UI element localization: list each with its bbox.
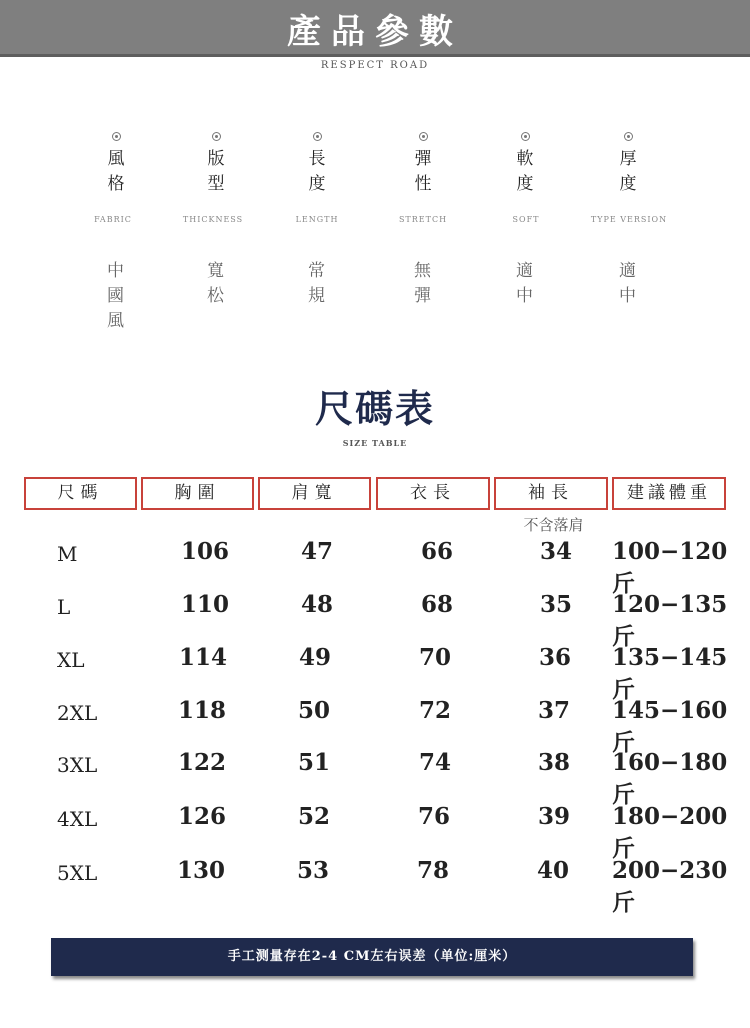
cell-size: 5XL — [57, 861, 98, 885]
page-subtitle: RESPECT ROAD — [320, 60, 430, 71]
param-value: 中國風 — [107, 261, 124, 331]
cell-chest: 122 — [178, 749, 227, 776]
cell-length: 74 — [419, 749, 452, 776]
cell-weight: 160−180斤 — [612, 749, 728, 808]
cell-sleeve: 39 — [538, 803, 571, 830]
param-style — [71, 132, 161, 197]
param-name: 彈性 — [414, 149, 432, 194]
header-sleeve: 袖長 — [494, 477, 608, 510]
header-chest: 胸圍 — [141, 477, 254, 510]
param-name: 軟度 — [516, 149, 534, 194]
param-thickness — [583, 132, 673, 197]
cell-length: 78 — [417, 857, 450, 884]
header-length: 衣長 — [376, 477, 490, 510]
cell-weight: 100−120斤 — [612, 538, 728, 597]
param-value: 寬松 — [207, 261, 224, 306]
param-en-label: STRETCH — [398, 215, 448, 224]
cell-sleeve: 38 — [538, 749, 571, 776]
cell-chest: 130 — [177, 857, 226, 884]
cell-shoulder: 50 — [298, 697, 331, 724]
cell-size: 3XL — [57, 753, 98, 777]
cell-chest: 106 — [181, 538, 230, 565]
param-name: 厚度 — [619, 149, 637, 194]
table-row — [0, 803, 750, 862]
cell-sleeve: 34 — [540, 538, 573, 565]
param-name: 版型 — [207, 149, 225, 194]
param-name: 長度 — [308, 149, 326, 194]
param-softness — [480, 132, 570, 197]
cell-weight: 180−200斤 — [612, 803, 728, 862]
cell-sleeve: 40 — [537, 857, 570, 884]
cell-weight: 135−145斤 — [612, 644, 728, 703]
param-en-label: LENGTH — [295, 215, 339, 224]
param-value: 常規 — [308, 261, 325, 306]
header-shoulder: 肩寬 — [258, 477, 371, 510]
cell-size: L — [57, 595, 71, 619]
cell-size: 2XL — [57, 701, 98, 725]
param-en-label: TYPE VERSION — [590, 215, 668, 224]
cell-chest: 118 — [178, 697, 227, 724]
bullet-icon — [212, 132, 221, 141]
param-value: 適中 — [619, 261, 636, 306]
cell-size: 4XL — [57, 807, 98, 831]
table-row — [0, 697, 750, 756]
bullet-icon — [419, 132, 428, 141]
param-value: 無彈 — [414, 261, 431, 306]
param-en-label: THICKNESS — [182, 215, 244, 224]
page-title: 產品參數 — [287, 12, 463, 52]
size-table-title: 尺碼表 — [314, 386, 435, 431]
cell-weight: 145−160斤 — [612, 697, 728, 756]
table-row — [0, 538, 750, 597]
sleeve-note: 不含落肩 — [523, 516, 584, 534]
cell-length: 72 — [419, 697, 452, 724]
param-length — [272, 132, 362, 197]
cell-length: 76 — [418, 803, 451, 830]
cell-shoulder: 48 — [301, 591, 334, 618]
cell-sleeve: 35 — [540, 591, 573, 618]
cell-sleeve: 36 — [539, 644, 572, 671]
cell-length: 70 — [419, 644, 452, 671]
cell-weight: 120−135斤 — [612, 591, 728, 650]
table-row — [0, 857, 750, 916]
cell-weight: 200−230斤 — [612, 857, 728, 916]
cell-size: XL — [57, 648, 85, 672]
cell-chest: 114 — [179, 644, 228, 671]
bullet-icon — [313, 132, 322, 141]
param-name: 風格 — [107, 149, 125, 194]
cell-shoulder: 51 — [298, 749, 331, 776]
cell-chest: 126 — [178, 803, 227, 830]
cell-shoulder: 53 — [297, 857, 330, 884]
cell-shoulder: 47 — [301, 538, 334, 565]
bullet-icon — [112, 132, 121, 141]
param-en-label: SOFT — [512, 215, 540, 224]
cell-size: M — [57, 542, 78, 566]
table-row — [0, 591, 750, 650]
cell-shoulder: 52 — [298, 803, 331, 830]
cell-shoulder: 49 — [299, 644, 332, 671]
cell-sleeve: 37 — [538, 697, 571, 724]
bullet-icon — [521, 132, 530, 141]
size-table-subtitle: SIZE TABLE — [342, 438, 408, 448]
table-row — [0, 749, 750, 808]
cell-length: 68 — [421, 591, 454, 618]
bullet-icon — [624, 132, 633, 141]
param-stretch — [378, 132, 468, 197]
measurement-note-banner: 手工测量存在2-4 CM左右误差（单位:厘米） — [51, 938, 693, 976]
cell-length: 66 — [421, 538, 454, 565]
cell-chest: 110 — [181, 591, 230, 618]
table-row — [0, 644, 750, 703]
param-en-label: FABRIC — [94, 215, 132, 224]
param-value: 適中 — [516, 261, 533, 306]
header-weight: 建議體重 — [612, 477, 726, 510]
header-size: 尺碼 — [24, 477, 137, 510]
param-fit — [171, 132, 261, 197]
